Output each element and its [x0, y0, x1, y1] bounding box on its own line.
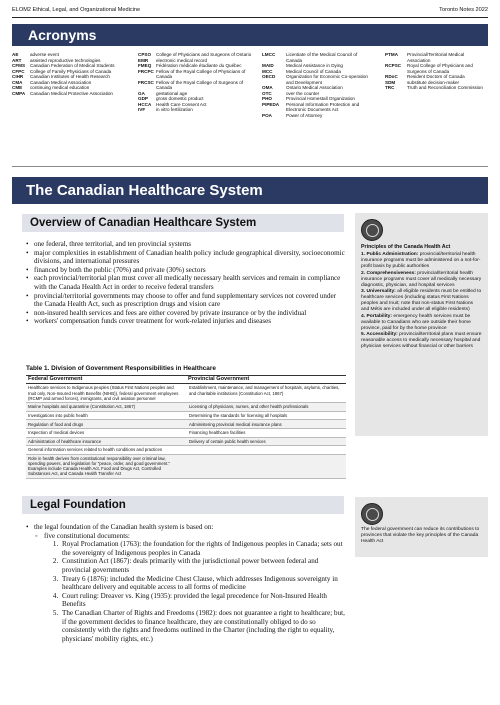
acronym-abbr: CME — [12, 85, 23, 90]
table-cell: Healthcare services to Indigenous peoples (Status First Nations peoples and Inuit only, Non-Insured Health Benefits (NIHB)), federal government employees (RCMP and armed forces), immigrants, and civil aviation personnel — [28, 385, 179, 401]
acronym-row — [262, 102, 374, 113]
acronym-abbr: ART — [12, 57, 22, 63]
sidebar-canada-health-act — [355, 213, 488, 436]
list-item: • major complexities in establishment of Canadian health policy include geographical diversity, socioeconomic divisions, and international pressures — [26, 249, 346, 266]
section-heading: Overview of Canadian Healthcare System — [22, 214, 344, 232]
running-header — [12, 7, 488, 17]
acronym-definition: Power of Attorney — [286, 112, 323, 118]
acronym-abbr: EMR — [138, 57, 149, 63]
sidebar-note — [355, 497, 488, 557]
table-cell: Licensing of physicians, nurses, and other health professionals — [189, 404, 309, 410]
acronym-abbr: GDP — [138, 96, 148, 101]
list-item — [361, 289, 482, 313]
acronym-abbr: AE — [12, 52, 19, 57]
acronym-row — [262, 52, 374, 63]
table-row — [26, 455, 346, 479]
acronyms-column — [385, 52, 488, 91]
table-cell: Role in health derives from constitutional responsibility over criminal law, spending powers, and legislation for "peace, order, and good government." Examples include Canada Health Act, Food and Drugs Act, Controlled Substances Act, and Canada Health Transfer Act — [28, 455, 171, 477]
acronym-row — [262, 74, 374, 85]
acronym-row — [138, 80, 254, 91]
table-body — [26, 384, 346, 479]
table-row — [26, 438, 346, 447]
acronym-definition: Ontario Medical Association — [286, 85, 343, 90]
acronym-definition: Provincial Homestall Organization — [286, 96, 355, 101]
principle-text: provincial/territorial health insurance programs must be administered on a not-for-profit basis by public authorities — [361, 252, 481, 269]
table-header — [26, 375, 346, 384]
acronym-abbr: OTC — [262, 90, 272, 96]
acronym-abbr: PHO — [262, 96, 272, 101]
acronym-abbr: CMPA — [12, 90, 26, 96]
note-badge-icon — [361, 503, 383, 525]
list-item — [361, 252, 482, 270]
acronym-row — [385, 85, 488, 91]
acronym-definition: electronic medical record — [156, 57, 208, 63]
table-cell: Regulation of food and drugs — [28, 421, 84, 427]
acronym-definition: Provincial/Territorial Medical Association — [407, 52, 465, 63]
table-cell: Administration of healthcare insurance — [28, 438, 102, 444]
acronym-definition: Personal Information Protection and Electronic Documents Act — [286, 101, 360, 112]
table-cell — [185, 456, 346, 477]
acronym-definition: College of Physicians and Surgeons of Ontario — [156, 52, 252, 57]
acronym-definition: Canadian Medical Protective Association — [30, 90, 113, 96]
acronyms-column — [262, 52, 374, 118]
table-row — [26, 384, 346, 403]
list-item: 1. Royal Proclamation (1763): the foundation for the rights of Indigenous peoples in Canada; sets out the sovereignty of Indigenous peoples in Canada — [60, 540, 348, 557]
sidebar-items — [361, 252, 482, 351]
acronym-definition: Canadian Federation of Medical Students — [30, 63, 115, 68]
sidebar-note-text: The federal government can reduce its contributions to provinces that violate the key principles of the Canada Health Act — [361, 527, 480, 544]
acronym-abbr: HCCA — [138, 101, 152, 107]
list-item: • workers' compensation funds cover treatment for work-related injuries and diseases — [26, 317, 346, 326]
acronym-definition: Fellow of the Royal College of Physicians of Canada — [156, 68, 246, 79]
overview-bullets — [26, 240, 346, 326]
acronym-definition: over the counter — [286, 90, 320, 96]
acronym-abbr: POA — [262, 112, 272, 118]
legal-foundation — [26, 523, 348, 643]
list-item — [361, 271, 482, 289]
acronym-abbr: FMEQ — [138, 63, 152, 68]
table-row — [26, 412, 346, 421]
acronym-definition: Canadian Medical Association — [30, 79, 92, 85]
acronym-definition: Resident Doctors of Canada — [407, 74, 465, 79]
acronyms-column — [138, 52, 254, 113]
divider — [12, 166, 488, 167]
acronym-row — [385, 52, 488, 63]
table-header-cell: Provincial Government — [188, 376, 250, 382]
list-item: 4. Court ruling: Dreaver vs. King (1935): provided the legal precedence for Non-Insured Health Benefits — [60, 592, 348, 609]
acronym-definition: Fellow of the Royal College of Surgeons of Canada — [156, 79, 244, 90]
chapter-title: The Canadian Healthcare System — [12, 177, 488, 204]
list-item: • financed by both the public (70%) and private (30%) sectors — [26, 266, 346, 275]
acronyms-column — [12, 52, 128, 96]
table-cell: Delivery of certain public health services — [189, 438, 266, 444]
list-item — [361, 314, 482, 332]
table-cell — [185, 447, 346, 452]
header-rule — [12, 17, 488, 18]
table-row — [26, 446, 346, 455]
acronym-definition: Royal College of Physicians and Surgeons of Canada — [407, 63, 473, 74]
acronym-abbr: TRC — [385, 85, 395, 90]
table-cell: Inspection of medical devices — [28, 430, 85, 436]
table-row — [26, 420, 346, 429]
acronym-definition: Licentiate of the Medical Council of Canada — [286, 52, 358, 63]
list-item — [361, 332, 482, 350]
acronym-abbr: LMCC — [262, 52, 276, 57]
acronym-abbr: GA — [138, 90, 145, 96]
principle-label: 1. Public Administration: — [361, 252, 419, 257]
note-badge-icon — [361, 219, 383, 241]
list-item: ◦ five constitutional documents: — [26, 532, 348, 541]
list-item: • one federal, three territorial, and ten provincial systems — [26, 240, 346, 249]
acronym-abbr: OMA — [262, 85, 273, 90]
table-cell: Administering provincial medical insurance plans — [189, 421, 282, 427]
acronym-definition: Organization for Economic Co-operation and Development — [286, 74, 368, 85]
acronym-definition: Medical Assistance in Dying — [286, 63, 343, 68]
table-cell: Financing healthcare facilities — [189, 430, 246, 436]
principle-text: provincial/territorial health insurance programs must cover all medically necessary diagnostic, physician, and hospital services — [361, 270, 482, 288]
acronym-row — [385, 63, 488, 74]
acronym-row — [138, 69, 254, 80]
table-caption: Table 1. Division of Government Responsibilities in Healthcare — [26, 365, 216, 372]
principle-label: 4. Portability: — [361, 313, 392, 319]
list-item: • each provincial/territorial plan must cover all medically necessary health services and remain in compliance with the Canada Health Act in order to receive federal transfers — [26, 274, 346, 291]
table-cell: General information services related to health conditions and practices — [28, 447, 162, 453]
list-item: 5. The Canadian Charter of Rights and Freedoms (1982): does not guarantee a right to healthcare; but, if the government decides to finance healthcare, they are constitutionally obliged to do so consistently with the rights and freedoms outlined in the Charter (including the right to equality, physicians' mobility rights, etc.) — [60, 609, 348, 643]
table-row — [26, 403, 346, 412]
table-row — [26, 429, 346, 438]
list-item: 2. Constitution Act (1867): deals primarily with the jurisdictional power between federal and provincial governments — [60, 557, 348, 574]
acronym-abbr: MCC — [262, 68, 273, 74]
acronym-row — [138, 107, 254, 113]
responsibilities-table — [26, 375, 346, 479]
acronym-definition: gestational age — [156, 90, 188, 96]
acronym-abbr: RCPSC — [385, 63, 402, 68]
section-heading: Legal Foundation — [22, 496, 344, 514]
header-right: Toronto Notes 2022 — [439, 7, 488, 13]
acronym-abbr: CFPC — [12, 68, 25, 74]
principle-label: 5. Accessibility: — [361, 332, 398, 337]
table-cell: Determining the standards for licensing all hospitals — [189, 412, 288, 418]
acronym-abbr: MAID — [262, 63, 274, 68]
acronym-row — [12, 91, 128, 97]
acronym-row — [262, 113, 374, 119]
principle-text: emergency health services must be available to Canadians who are outside their home province, paid for by the home province — [361, 313, 471, 331]
table-cell: Investigations into public health — [28, 412, 88, 418]
acronym-definition: Canadian Institutes of Health Research — [30, 74, 110, 79]
acronym-abbr: CMA — [12, 79, 23, 85]
acronym-definition: Fédération médicale étudiante du Québec — [156, 63, 242, 68]
principle-text: all eligible residents must be entitled to healthcare services (including status First Nations peoples and Inuit; note that non-status First Nations and Métis are included under all eligible residents) — [361, 289, 482, 312]
table-header-cell: Federal Government — [28, 376, 83, 382]
acronym-definition: assisted reproductive technologies — [30, 57, 101, 63]
acronym-abbr: PTMA — [385, 52, 399, 57]
acronym-abbr: RDoC — [385, 74, 398, 79]
principle-label: 2. Comprehensiveness: — [361, 270, 416, 276]
principle-text: provincial/territorial plans must ensure reasonable access to medically necessary hospital and physician services without financial or other barriers — [361, 332, 482, 349]
table-cell: Establishment, maintenance, and management of hospitals, asylums, charities, and charitable institutions (Constitution Act, 1867) — [189, 385, 340, 396]
acronym-abbr: PIPEDA — [262, 101, 280, 107]
acronym-definition: substitute decision-maker — [407, 79, 460, 85]
acronym-definition: Health Care Consent Act — [156, 101, 207, 107]
sidebar-title: Principles of the Canada Health Act — [361, 244, 451, 250]
acronym-abbr: CFMS — [12, 63, 26, 68]
acronym-abbr: CPSO — [138, 52, 152, 57]
acronym-definition: Truth and Reconciliation Commission — [407, 85, 483, 90]
acronym-abbr: CIHR — [12, 74, 24, 79]
list-item: • provincial/territorial governments may choose to offer and fund supplementary services not covered under the Canada Health Act, such as prescription drugs and vision care — [26, 292, 346, 309]
acronym-abbr: SDM — [385, 79, 396, 85]
list-item: • the legal foundation of the Canadian health system is based on: — [26, 523, 348, 532]
acronym-abbr: IVF — [138, 107, 146, 112]
acronyms-list — [12, 52, 488, 162]
acronym-abbr: FRCSC — [138, 79, 154, 85]
header-left: ELOM2 Ethical, Legal, and Organizational Medicine — [12, 7, 141, 13]
table-cell: Marine hospitals and quarantine (Constitution Act, 1867) — [28, 404, 136, 410]
acronym-definition: Medical Council of Canada — [286, 68, 341, 74]
acronym-abbr: OECD — [262, 74, 276, 79]
acronym-abbr: FRCPC — [138, 68, 154, 74]
acronym-definition: in vitro fertilization — [156, 107, 193, 112]
acronym-definition: adverse event — [30, 52, 59, 57]
list-item: 3. Treaty 6 (1876): included the Medicine Chest Clause, which addresses Indigenous sovereignty in healthcare delivery and equitable access to all forms of medicine — [60, 575, 348, 592]
list-item: • non-insured health services and fees are either covered by private insurance or by the individual — [26, 309, 346, 318]
acronyms-banner: Acronyms — [12, 24, 488, 46]
constitutional-documents — [26, 540, 348, 643]
acronym-definition: College of Family Physicians of Canada — [30, 68, 112, 74]
principle-label: 3. Universality: — [361, 289, 396, 294]
acronym-definition: continuing medical education — [30, 85, 90, 90]
acronym-definition: gross domestic product — [156, 96, 204, 101]
